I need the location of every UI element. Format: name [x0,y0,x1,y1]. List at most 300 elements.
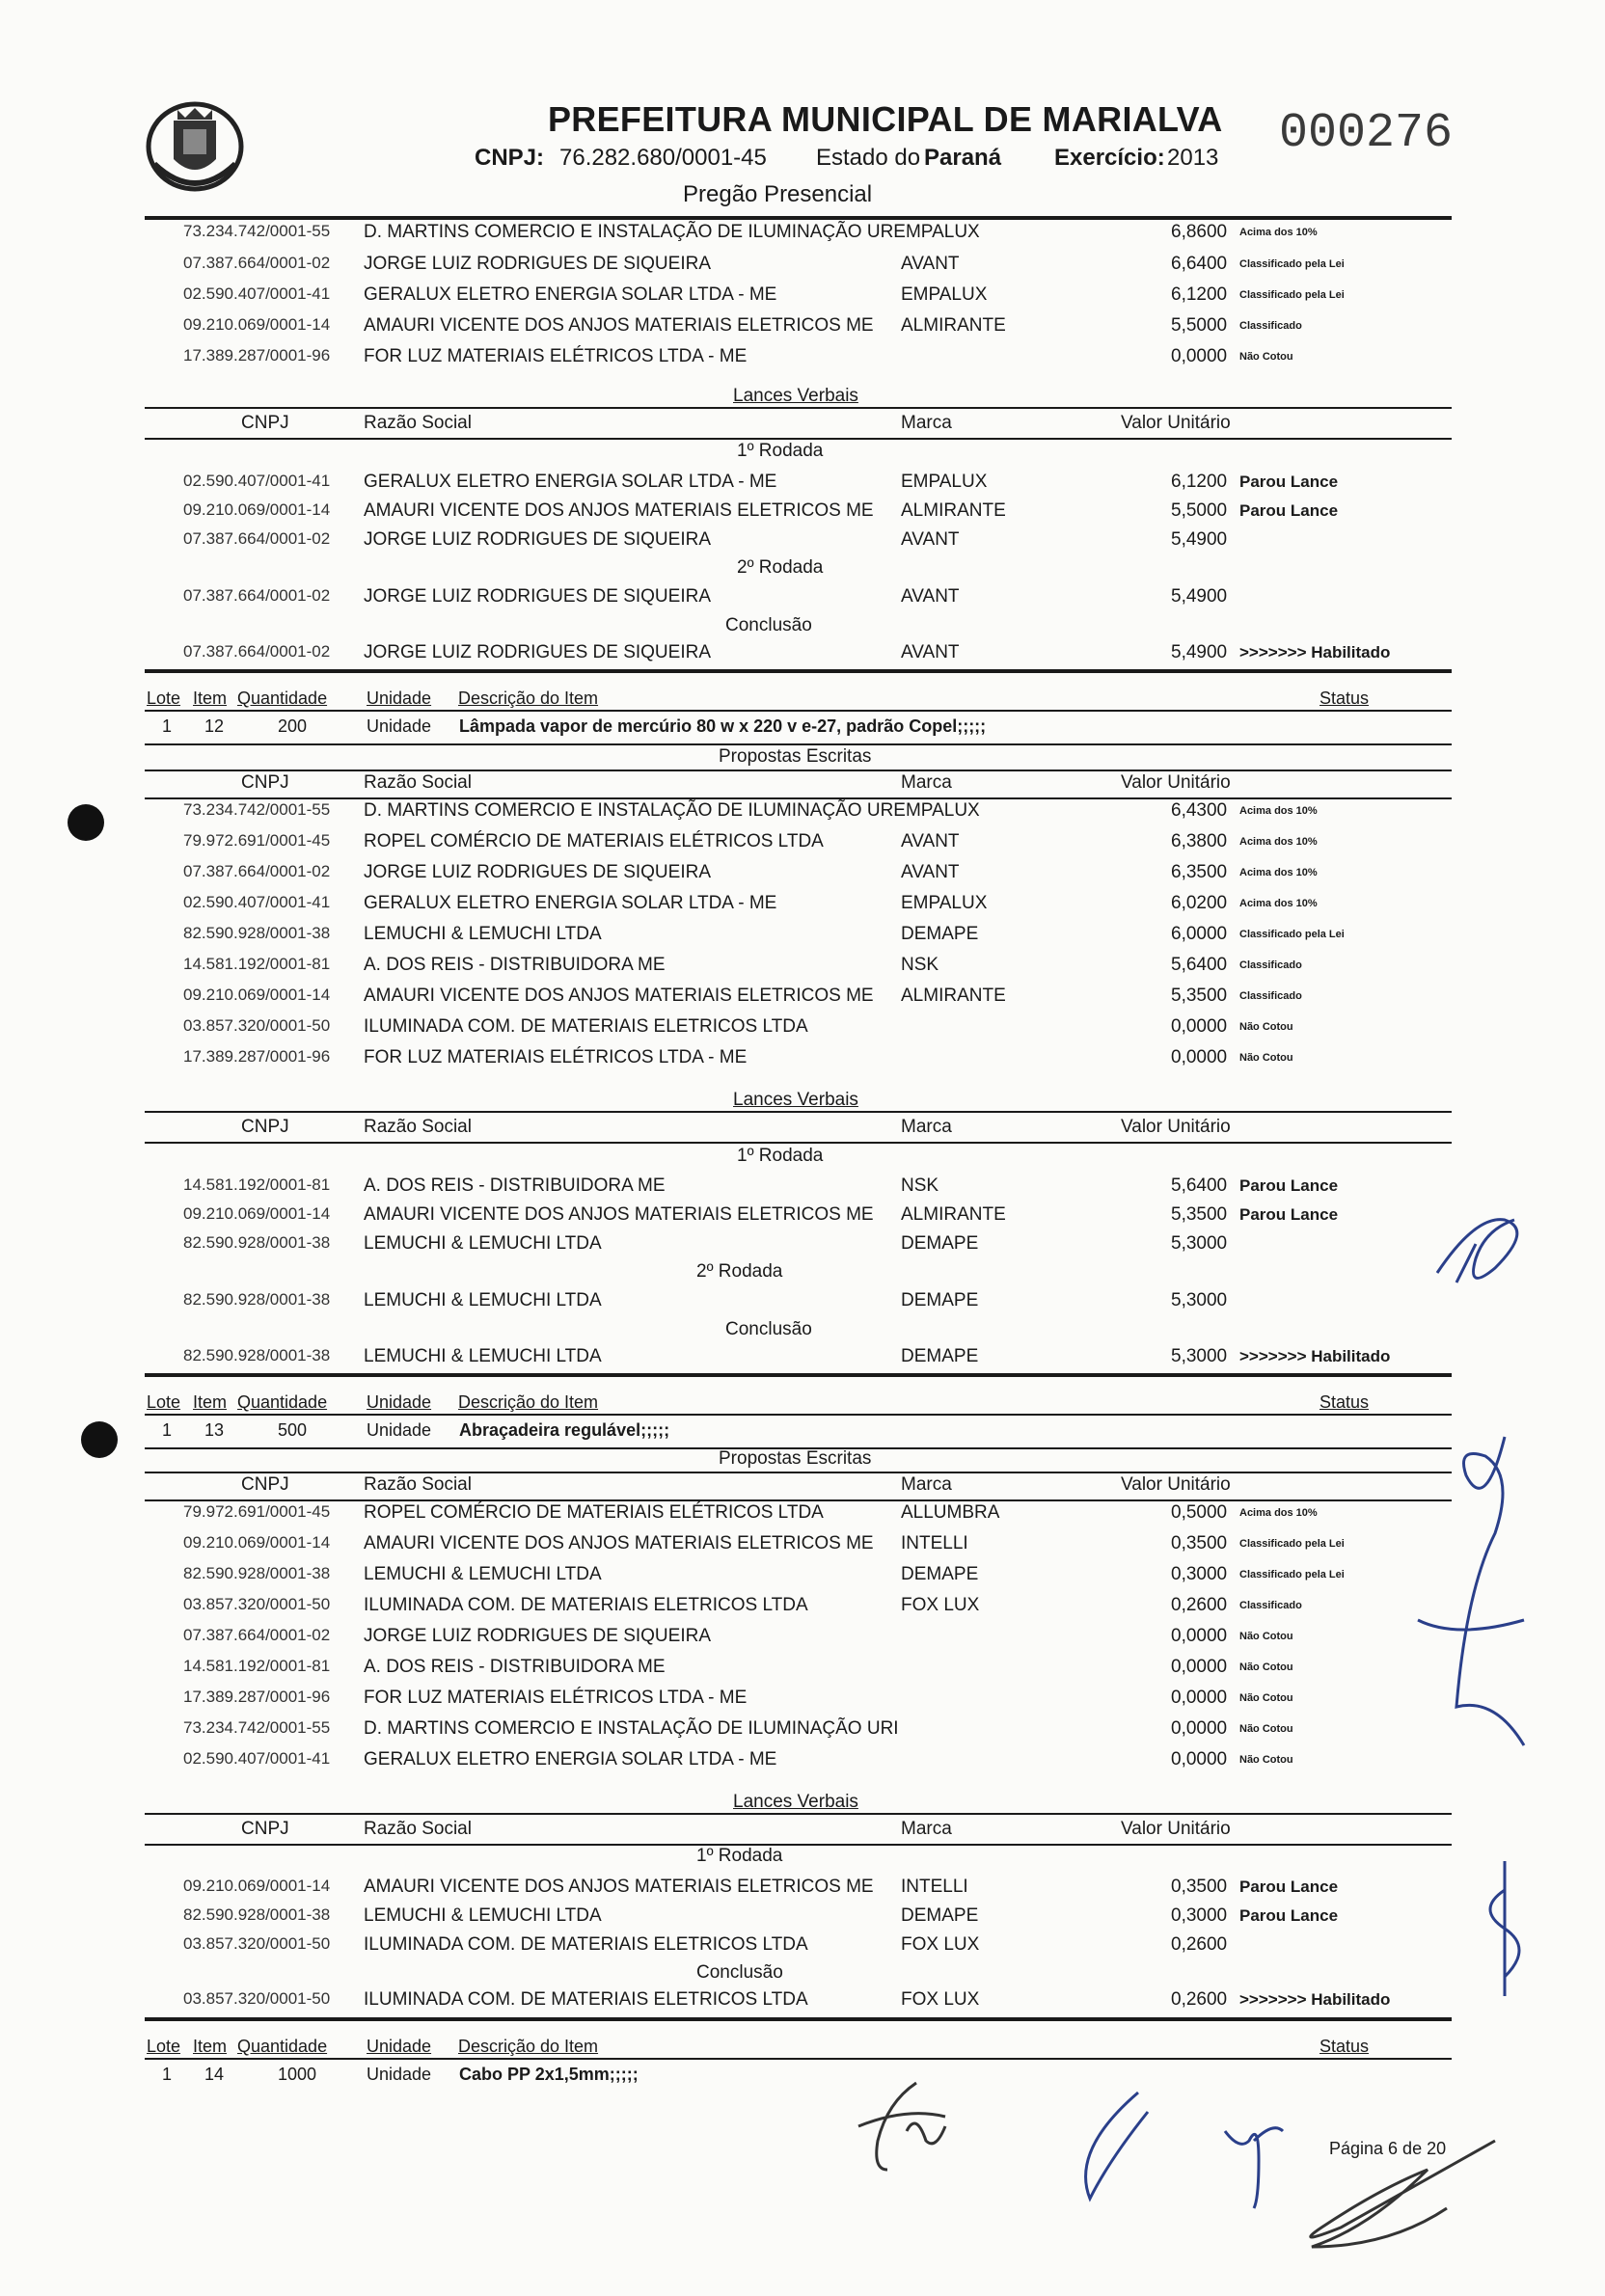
status-cell: Classificado [1239,1600,1302,1611]
modalidade: Pregão Presencial [683,181,873,207]
valor-cell: 6,6400 [1171,254,1228,274]
table-row [0,1533,1605,1564]
status-cell: Não Cotou [1239,1661,1293,1673]
table-row [0,346,1605,377]
item-cell: 13 [204,1420,225,1440]
cnpj-cell: 14.581.192/0001-81 [183,1175,331,1194]
valor-cell: 5,4900 [1171,529,1228,550]
razao-cell: FOR LUZ MATERIAIS ELÉTRICOS LTDA - ME [364,346,748,366]
signature-mark [849,2073,965,2179]
table-row [0,1290,1605,1321]
divider [145,1111,1452,1113]
divider [145,710,1452,712]
razao-cell: ILUMINADA COM. DE MATERIAIS ELETRICOS LTDA [364,1989,808,2010]
marca-cell: FOX LUX [901,1989,980,2010]
status-cell: Classificado [1239,990,1302,1002]
razao-cell: JORGE LUIZ RODRIGUES DE SIQUEIRA [364,529,711,550]
cnpj-cell: 73.234.742/0001-55 [183,222,331,240]
unidade-header: Unidade [367,689,432,708]
cnpj-cell: 02.590.407/0001-41 [183,893,331,911]
valor-cell: 5,4900 [1171,642,1228,662]
razao-cell: GERALUX ELETRO ENERGIA SOLAR LTDA - ME [364,472,777,492]
col-marca: Marca [901,1474,952,1495]
cnpj-cell: 07.387.664/0001-02 [183,586,331,605]
razao-cell: JORGE LUIZ RODRIGUES DE SIQUEIRA [364,642,711,662]
cnpj-cell: 07.387.664/0001-02 [183,1626,331,1644]
cnpj-cell: 03.857.320/0001-50 [183,1989,331,2008]
divider [145,669,1452,673]
razao-cell: A. DOS REIS - DISTRIBUIDORA ME [364,1175,666,1196]
marca-cell: AVANT [901,529,960,550]
table-row [0,1905,1605,1936]
cnpj-cell: 79.972.691/0001-45 [183,831,331,850]
razao-cell: AMAURI VICENTE DOS ANJOS MATERIAIS ELETRICOS ME [364,315,874,336]
valor-cell: 5,6400 [1171,955,1228,975]
marca-cell: ALMIRANTE [901,986,1006,1006]
marca-cell: INTELLI [901,1533,968,1553]
razao-cell: JORGE LUIZ RODRIGUES DE SIQUEIRA [364,862,711,882]
quantidade-header: Quantidade [237,2037,328,2056]
valor-cell: 0,3500 [1171,1533,1228,1553]
item-cell: 14 [204,2065,225,2084]
divider [145,407,1452,409]
table-row [0,1657,1605,1688]
razao-cell: ROPEL COMÉRCIO DE MATERIAIS ELÉTRICOS LTDA [364,1502,824,1523]
razao-cell: A. DOS REIS - DISTRIBUIDORA ME [364,955,666,975]
marca-cell: AVANT [901,831,960,851]
col-marca: Marca [901,1819,952,1839]
table-row [0,529,1605,560]
table-row [0,955,1605,986]
propostas-escritas-title: Propostas Escritas [719,1448,872,1469]
signature-mark [1466,1851,1543,2006]
valor-cell: 0,2600 [1171,1595,1228,1615]
cnpj-label: CNPJ: [475,145,545,171]
lote-header: Lote [147,2037,181,2056]
marca-cell: FOX LUX [901,1934,980,1955]
col-cnpj: CNPJ [241,1474,289,1495]
status-cell: Classificado [1239,959,1302,971]
marca-cell: EMPALUX [901,893,988,913]
razao-cell: A. DOS REIS - DISTRIBUIDORA ME [364,1657,666,1677]
status-header: Status [1319,689,1370,708]
rodada-1-label: 1º Rodada [737,441,824,461]
descricao-cell: Cabo PP 2x1,5mm;;;;; [459,2065,639,2084]
item-header [0,1392,1605,1423]
divider [145,797,1452,799]
marca-cell: EMPALUX [901,472,988,492]
divider [145,1844,1452,1846]
valor-cell: 0,0000 [1171,1749,1228,1769]
lote-header: Lote [147,1392,181,1412]
unidade-cell: Unidade [367,1420,432,1440]
marca-cell: ALMIRANTE [901,1204,1006,1225]
valor-cell: 0,0000 [1171,1657,1228,1677]
conclusao-label: Conclusão [696,1962,783,1983]
cnpj-cell: 17.389.287/0001-96 [183,1688,331,1706]
exercicio-label: Exercício: [1054,145,1165,171]
marca-cell: NSK [901,1175,939,1196]
valor-cell: 0,2600 [1171,1989,1228,2010]
conclusao-label: Conclusão [725,1319,812,1339]
valor-cell: 5,3500 [1171,1204,1228,1225]
lote-cell: 1 [162,1420,173,1440]
valor-cell: 5,4900 [1171,586,1228,607]
status-cell: Não Cotou [1239,1692,1293,1704]
quantidade-header: Quantidade [237,689,328,708]
table-row [0,315,1605,346]
cnpj-cell: 02.590.407/0001-41 [183,1749,331,1768]
valor-cell: 6,0200 [1171,893,1228,913]
exercicio-value: 2013 [1167,145,1219,171]
col-razao: Razão Social [364,1117,472,1137]
table-row [0,800,1605,831]
divider [145,1373,1452,1377]
marca-cell: DEMAPE [901,1564,979,1584]
lote-header: Lote [147,689,181,708]
valor-cell: 6,8600 [1171,222,1228,242]
unidade-header: Unidade [367,1392,432,1412]
table-row [0,831,1605,862]
status-cell: Acima dos 10% [1239,898,1318,909]
table-row [0,986,1605,1016]
cnpj-cell: 82.590.928/0001-38 [183,1564,331,1582]
cnpj-cell: 02.590.407/0001-41 [183,472,331,490]
marca-cell: INTELLI [901,1877,968,1897]
cnpj-cell: 03.857.320/0001-50 [183,1016,331,1035]
cnpj-cell: 79.972.691/0001-45 [183,1502,331,1521]
razao-cell: GERALUX ELETRO ENERGIA SOLAR LTDA - ME [364,284,777,305]
marca-cell: ALMIRANTE [901,500,1006,521]
razao-cell: D. MARTINS COMERCIO E INSTALAÇÃO DE ILUMINAÇÃO UREMPALUX [364,800,980,821]
table-row [0,1047,1605,1078]
razao-cell: GERALUX ELETRO ENERGIA SOLAR LTDA - ME [364,893,777,913]
status-cell: Acima dos 10% [1239,227,1318,238]
col-valor: Valor Unitário [1121,1474,1231,1495]
marca-cell: DEMAPE [901,924,979,944]
marca-cell: EMPALUX [901,284,988,305]
status-cell: Não Cotou [1239,1631,1293,1642]
valor-cell: 0,0000 [1171,346,1228,366]
table-row [0,1626,1605,1657]
rodada-2-label: 2º Rodada [737,557,824,578]
status-cell: Classificado pela Lei [1239,929,1345,940]
status-cell: Acima dos 10% [1239,867,1318,878]
marca-cell: DEMAPE [901,1346,979,1366]
divider [145,1472,1452,1473]
status-cell: Não Cotou [1239,1723,1293,1735]
lote-cell: 1 [162,2065,173,2084]
result-cell: Parou Lance [1239,473,1339,491]
razao-cell: ILUMINADA COM. DE MATERIAIS ELETRICOS LTDA [364,1016,808,1037]
rodada-1-label: 1º Rodada [737,1146,824,1166]
cnpj-cell: 09.210.069/0001-14 [183,500,331,519]
razao-cell: AMAURI VICENTE DOS ANJOS MATERIAIS ELETRICOS ME [364,1204,874,1225]
valor-cell: 6,1200 [1171,284,1228,305]
valor-cell: 0,0000 [1171,1718,1228,1739]
status-cell: Não Cotou [1239,1052,1293,1064]
quantidade-header: Quantidade [237,1392,328,1412]
descricao-header: Descrição do Item [458,689,599,708]
page-stamp: 000276 [1279,106,1454,161]
marca-cell: DEMAPE [901,1233,979,1254]
status-cell: Não Cotou [1239,351,1293,363]
col-marca: Marca [901,1117,952,1137]
lances-verbais-title: Lances Verbais [733,1792,858,1812]
signature-mark [1283,2121,1505,2256]
valor-cell: 0,0000 [1171,1047,1228,1067]
table-row [0,1204,1605,1235]
result-cell: Parou Lance [1239,1176,1339,1195]
cnpj-cell: 09.210.069/0001-14 [183,315,331,334]
valor-cell: 0,0000 [1171,1688,1228,1708]
marca-cell: ALLUMBRA [901,1502,1000,1523]
razao-cell: D. MARTINS COMERCIO E INSTALAÇÃO DE ILUMINAÇÃO UREMPALUX [364,222,980,242]
razao-cell: AMAURI VICENTE DOS ANJOS MATERIAIS ELETRICOS ME [364,986,874,1006]
marca-cell: DEMAPE [901,1905,979,1926]
valor-cell: 0,2600 [1171,1934,1228,1955]
table-row [0,222,1605,253]
quantidade-cell: 1000 [278,2065,317,2084]
valor-cell: 5,3500 [1171,986,1228,1006]
col-cnpj: CNPJ [241,1117,289,1137]
cnpj-cell: 82.590.928/0001-38 [183,1346,331,1364]
col-valor: Valor Unitário [1121,772,1231,793]
valor-cell: 6,0000 [1171,924,1228,944]
divider [145,743,1452,745]
table-row [0,472,1605,502]
status-cell: Classificado [1239,320,1302,332]
unidade-cell: Unidade [367,2065,432,2084]
col-cnpj: CNPJ [241,413,289,433]
signature-mark [1061,2083,1167,2208]
descricao-cell: Lâmpada vapor de mercúrio 80 w x 220 v e-27, padrão Copel;;;;; [459,716,987,736]
razao-cell: AMAURI VICENTE DOS ANJOS MATERIAIS ELETRICOS ME [364,500,874,521]
item-header-label: Item [193,1392,228,1412]
cnpj-cell: 03.857.320/0001-50 [183,1595,331,1613]
razao-cell: JORGE LUIZ RODRIGUES DE SIQUEIRA [364,586,711,607]
coat-of-arms-icon [145,96,246,193]
cnpj-cell: 07.387.664/0001-02 [183,529,331,548]
col-razao: Razão Social [364,772,472,793]
razao-cell: JORGE LUIZ RODRIGUES DE SIQUEIRA [364,254,711,274]
marca-cell: FOX LUX [901,1595,980,1615]
razao-cell: D. MARTINS COMERCIO E INSTALAÇÃO DE ILUMINAÇÃO URI [364,1718,899,1739]
status-header: Status [1319,1392,1370,1412]
item-header [0,2037,1605,2067]
status-header: Status [1319,2037,1370,2056]
lances-verbais-title: Lances Verbais [733,386,858,406]
table-row [0,1564,1605,1595]
marca-cell: NSK [901,955,939,975]
col-razao: Razão Social [364,413,472,433]
cnpj-cell: 14.581.192/0001-81 [183,1657,331,1675]
page-title: PREFEITURA MUNICIPAL DE MARIALVA [548,99,1223,139]
table-row [0,1688,1605,1718]
divider [145,2058,1452,2060]
divider [145,1499,1452,1501]
cnpj-cell: 03.857.320/0001-50 [183,1934,331,1953]
col-valor: Valor Unitário [1121,1819,1231,1839]
cnpj-cell: 17.389.287/0001-96 [183,346,331,365]
marca-cell: AVANT [901,862,960,882]
col-marca: Marca [901,772,952,793]
table-row [0,1016,1605,1047]
status-cell: Não Cotou [1239,1021,1293,1033]
table-row [0,284,1605,315]
razao-cell: AMAURI VICENTE DOS ANJOS MATERIAIS ELETRICOS ME [364,1533,874,1553]
cnpj-cell: 73.234.742/0001-55 [183,800,331,819]
divider [145,1813,1452,1815]
cnpj-cell: 09.210.069/0001-14 [183,1877,331,1895]
cnpj-cell: 82.590.928/0001-38 [183,1290,331,1309]
rodada-1-label: 1º Rodada [696,1846,783,1866]
divider [145,438,1452,440]
table-row [0,893,1605,924]
razao-cell: LEMUCHI & LEMUCHI LTDA [364,1905,602,1926]
result-cell: >>>>>>> Habilitado [1239,643,1391,662]
col-valor: Valor Unitário [1121,413,1231,433]
table-row [0,1934,1605,1965]
unidade-header: Unidade [367,2037,432,2056]
table-row [0,1502,1605,1533]
cnpj-cell: 09.210.069/0001-14 [183,1533,331,1552]
valor-cell: 5,5000 [1171,315,1228,336]
descricao-cell: Abraçadeira regulável;;;;; [459,1420,670,1440]
propostas-escritas-title: Propostas Escritas [719,746,872,767]
status-cell: Acima dos 10% [1239,805,1318,817]
descricao-header: Descrição do Item [458,1392,599,1412]
cnpj-cell: 14.581.192/0001-81 [183,955,331,973]
divider [145,770,1452,771]
cnpj-cell: 07.387.664/0001-02 [183,254,331,272]
marca-cell: AVANT [901,254,960,274]
cnpj-value: 76.282.680/0001-45 [559,145,767,171]
divider [145,1414,1452,1416]
table-row [0,862,1605,893]
marca-cell: DEMAPE [901,1290,979,1310]
razao-cell: FOR LUZ MATERIAIS ELÉTRICOS LTDA - ME [364,1047,748,1067]
table-row [0,254,1605,284]
lote-cell: 1 [162,716,173,736]
razao-cell: ILUMINADA COM. DE MATERIAIS ELETRICOS LTDA [364,1934,808,1955]
razao-cell: LEMUCHI & LEMUCHI LTDA [364,924,602,944]
valor-cell: 6,1200 [1171,472,1228,492]
cnpj-cell: 82.590.928/0001-38 [183,1905,331,1924]
col-razao: Razão Social [364,1819,472,1839]
valor-cell: 0,3000 [1171,1564,1228,1584]
result-cell: >>>>>>> Habilitado [1239,1990,1391,2009]
razao-cell: FOR LUZ MATERIAIS ELÉTRICOS LTDA - ME [364,1688,748,1708]
valor-cell: 6,3500 [1171,862,1228,882]
razao-cell: LEMUCHI & LEMUCHI LTDA [364,1564,602,1584]
status-cell: Acima dos 10% [1239,1507,1318,1519]
result-cell: Parou Lance [1239,501,1339,520]
razao-cell: AMAURI VICENTE DOS ANJOS MATERIAIS ELETRICOS ME [364,1877,874,1897]
item-cell: 12 [204,716,225,736]
marca-cell: AVANT [901,586,960,607]
cnpj-cell: 09.210.069/0001-14 [183,986,331,1004]
quantidade-cell: 500 [278,1420,308,1440]
status-cell: Não Cotou [1239,1754,1293,1766]
cnpj-cell: 82.590.928/0001-38 [183,924,331,942]
valor-cell: 5,3000 [1171,1233,1228,1254]
status-cell: Acima dos 10% [1239,836,1318,848]
item-header-label: Item [193,2037,228,2056]
cnpj-cell: 17.389.287/0001-96 [183,1047,331,1066]
lances-verbais-title: Lances Verbais [733,1090,858,1110]
item-header [0,689,1605,719]
rodada-2-label: 2º Rodada [696,1261,783,1282]
item-row [0,2065,1605,2095]
result-cell: Parou Lance [1239,1205,1339,1224]
table-row [0,1718,1605,1749]
valor-cell: 0,0000 [1171,1016,1228,1037]
valor-cell: 5,3000 [1171,1346,1228,1366]
signature-mark [1215,2112,1292,2199]
razao-cell: ILUMINADA COM. DE MATERIAIS ELETRICOS LTDA [364,1595,808,1615]
valor-cell: 6,4300 [1171,800,1228,821]
estado-value: Paraná [924,145,1002,171]
divider [145,1142,1452,1144]
cnpj-cell: 73.234.742/0001-55 [183,1718,331,1737]
result-cell: >>>>>>> Habilitado [1239,1347,1391,1365]
divider [145,216,1452,220]
status-cell: Classificado pela Lei [1239,258,1345,270]
table-row [0,1749,1605,1780]
valor-cell: 6,3800 [1171,831,1228,851]
result-cell: Parou Lance [1239,1877,1339,1896]
valor-cell: 5,6400 [1171,1175,1228,1196]
razao-cell: ROPEL COMÉRCIO DE MATERIAIS ELÉTRICOS LTDA [364,831,824,851]
table-row [0,924,1605,955]
razao-cell: LEMUCHI & LEMUCHI LTDA [364,1233,602,1254]
table-row [0,1989,1605,2020]
razao-cell: LEMUCHI & LEMUCHI LTDA [364,1290,602,1310]
valor-cell: 0,3500 [1171,1877,1228,1897]
valor-cell: 0,0000 [1171,1626,1228,1646]
valor-cell: 5,3000 [1171,1290,1228,1310]
unidade-cell: Unidade [367,716,432,736]
table-row [0,586,1605,617]
result-cell: Parou Lance [1239,1906,1339,1925]
status-cell: Classificado pela Lei [1239,1538,1345,1550]
table-row [0,1877,1605,1907]
divider [145,2017,1452,2021]
conclusao-label: Conclusão [725,615,812,635]
razao-cell: GERALUX ELETRO ENERGIA SOLAR LTDA - ME [364,1749,777,1769]
table-row [0,1595,1605,1626]
table-row [0,500,1605,531]
cnpj-cell: 09.210.069/0001-14 [183,1204,331,1223]
table-row [0,1233,1605,1264]
signature-mark [1428,1196,1563,1302]
table-row [0,1175,1605,1206]
razao-cell: LEMUCHI & LEMUCHI LTDA [364,1346,602,1366]
page-number: Página 6 de 20 [1329,2139,1447,2158]
status-cell: Classificado pela Lei [1239,289,1345,301]
col-cnpj: CNPJ [241,1819,289,1839]
marca-cell: ALMIRANTE [901,315,1006,336]
cnpj-cell: 07.387.664/0001-02 [183,642,331,661]
col-valor: Valor Unitário [1121,1117,1231,1137]
valor-cell: 0,5000 [1171,1502,1228,1523]
descricao-header: Descrição do Item [458,2037,599,2056]
cnpj-cell: 02.590.407/0001-41 [183,284,331,303]
col-razao: Razão Social [364,1474,472,1495]
quantidade-cell: 200 [278,716,308,736]
col-marca: Marca [901,413,952,433]
